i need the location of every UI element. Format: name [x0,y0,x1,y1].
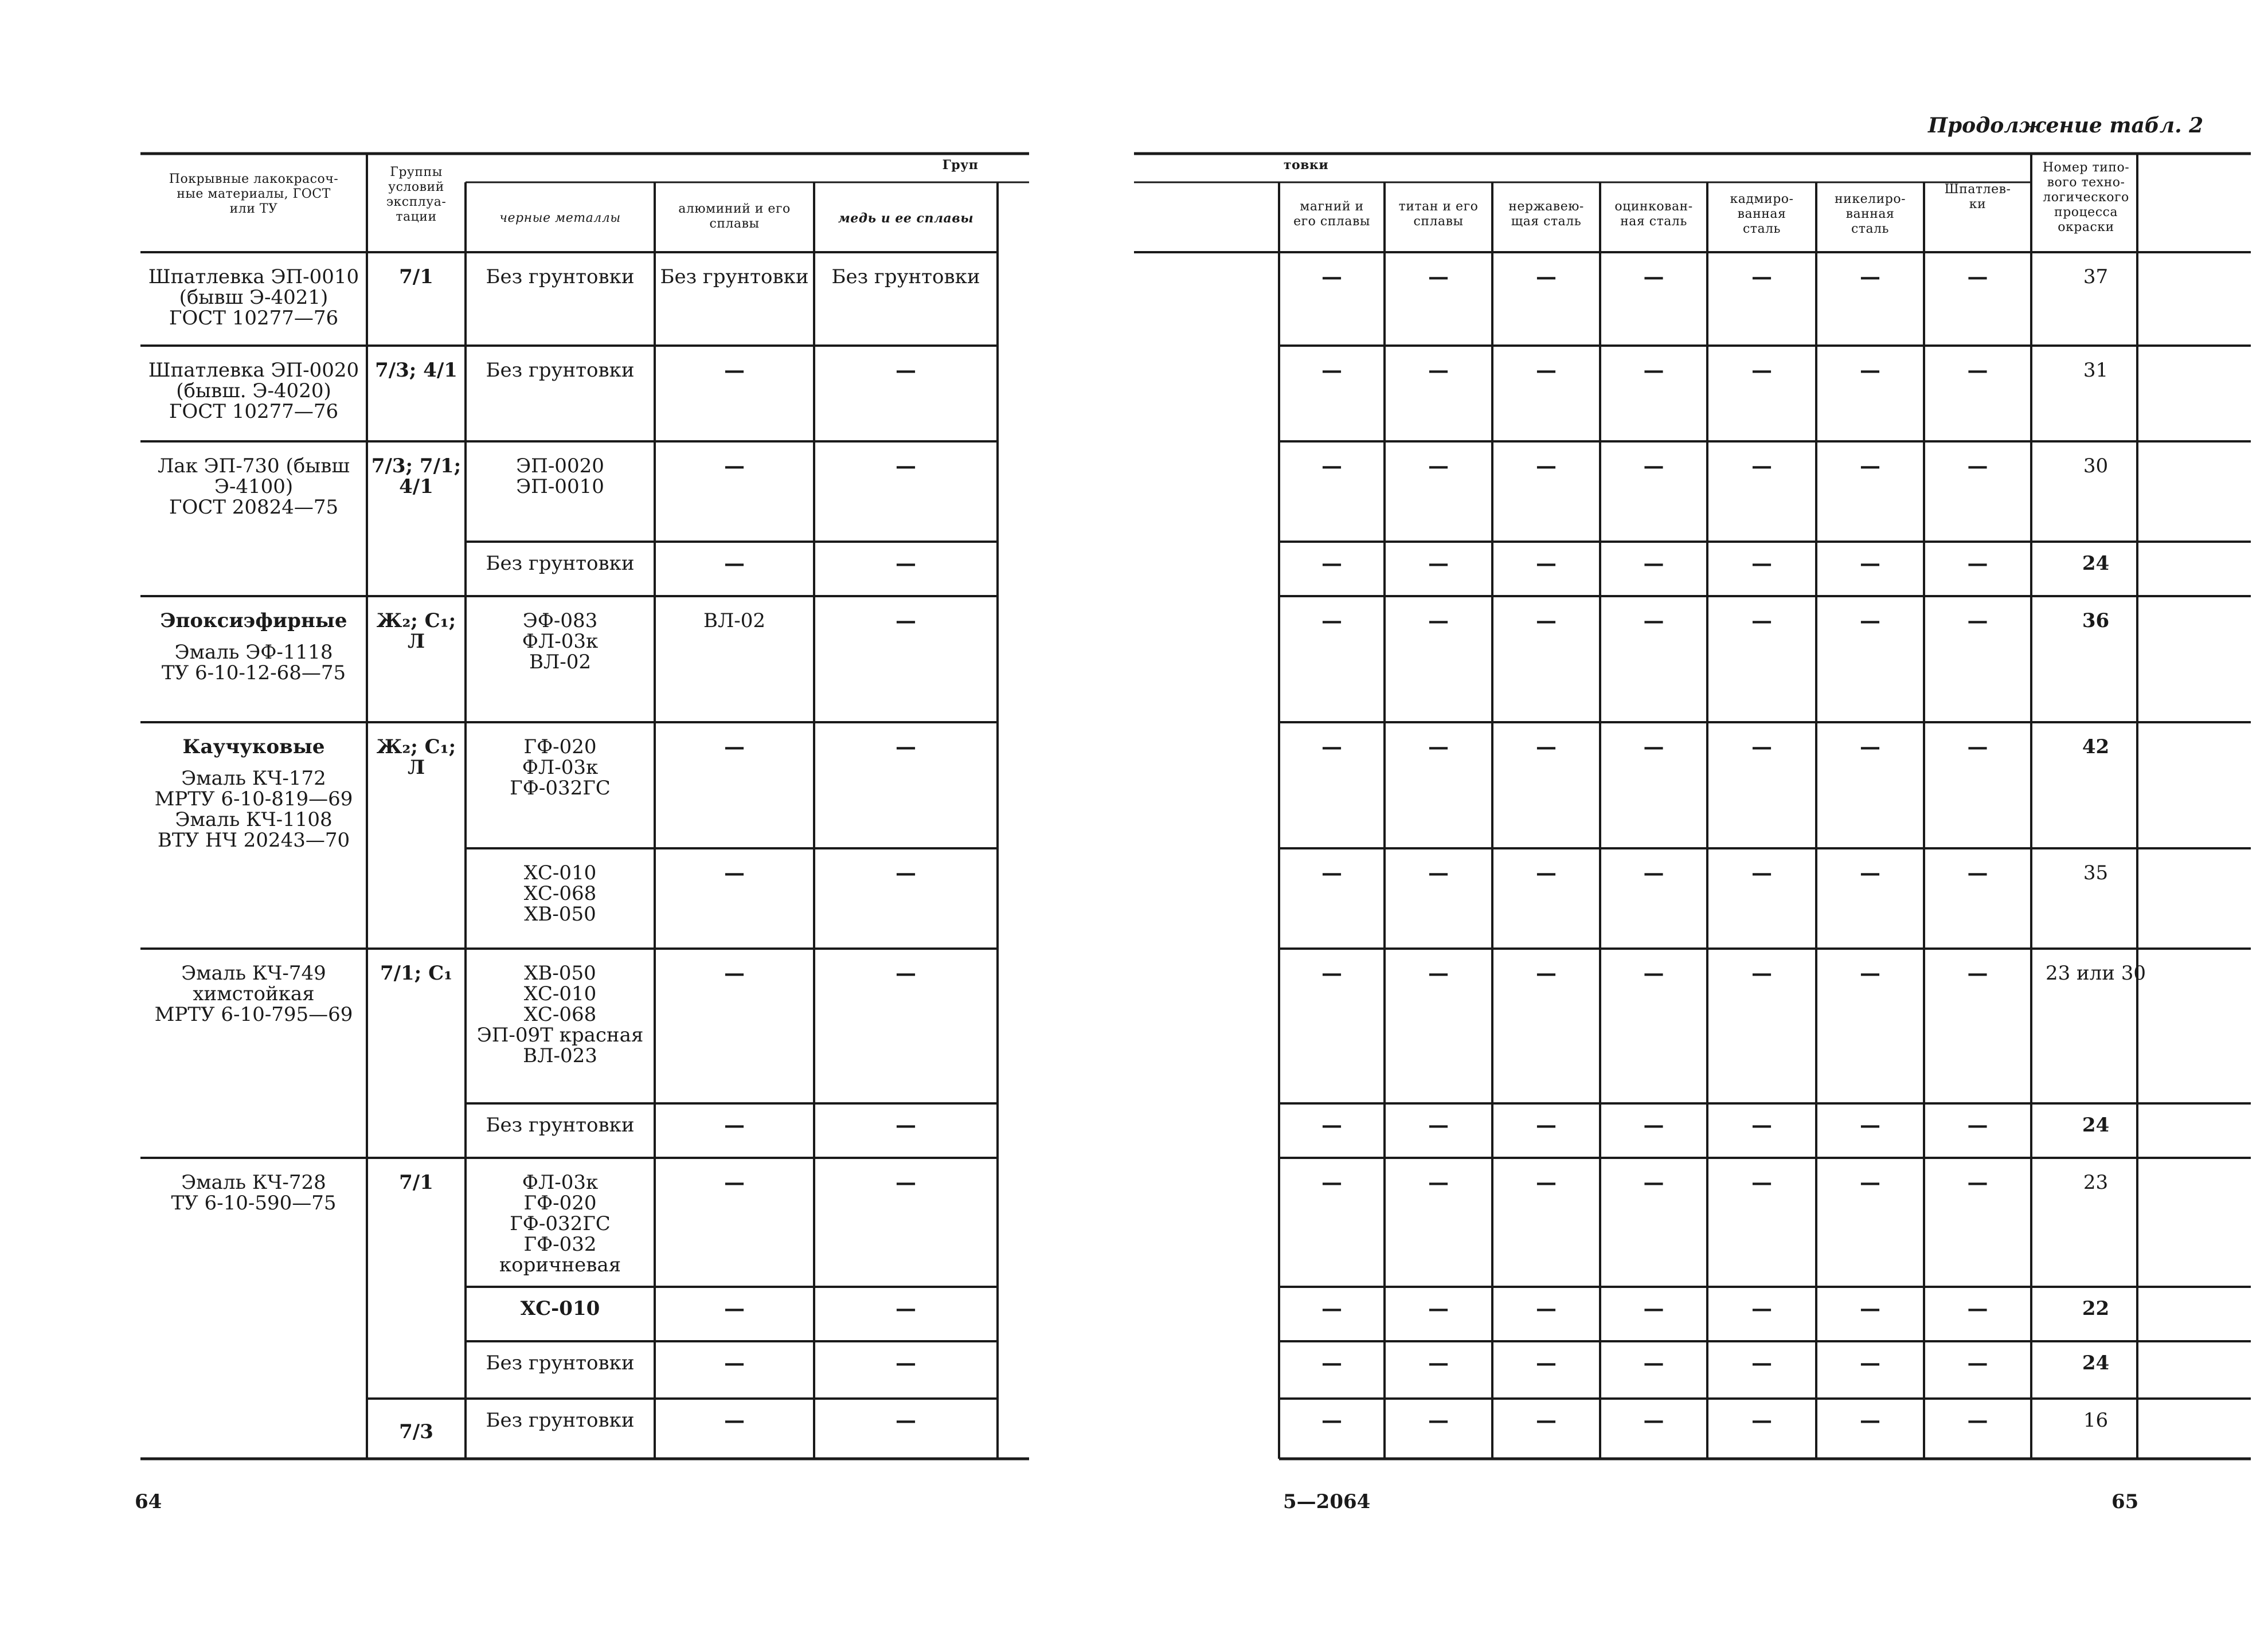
table-caption: Продолжение табл. 2 [1928,113,2204,138]
cell-aluminum: — [724,454,745,478]
cell-aluminum: — [724,1351,745,1375]
cell-dash: — [1751,265,1772,289]
cell-dash: — [1860,358,1880,382]
cell-copper: — [896,1170,916,1195]
cell-aluminum: — [724,1408,745,1432]
cell-ferrous: Без грунтовки [486,1409,635,1432]
cell-dash: — [1751,551,1772,575]
cell-aluminum: — [724,1113,745,1137]
cell-dash: — [1643,1297,1664,1321]
header-nickel: никелиро- ванная сталь [1835,192,1906,236]
cell-dash: — [1751,1297,1772,1321]
cell-dash: — [1321,961,1342,985]
cell-ferrous: ЭП-0020 ЭП-0010 [516,455,604,498]
cell-dash: — [1967,609,1988,633]
cell-dash: — [1536,1170,1557,1195]
cell-dash: — [1643,551,1664,575]
material-name: Шпатлевка ЭП-0020 (бывш. Э-4020) ГОСТ 10277—76 [148,359,359,423]
operating-group: 7/3 [399,1420,433,1443]
cell-dash: — [1751,609,1772,633]
cell-ferrous: ЭФ-083 ФЛ-03к ВЛ-02 [522,609,599,674]
cell-dash: — [1536,861,1557,885]
material-name: Лак ЭП-730 (бывш Э-4100) ГОСТ 20824—75 [157,455,350,519]
cell-dash: — [1967,551,1988,575]
cell-dash: — [1860,1351,1880,1375]
cell-dash: — [1428,358,1449,382]
cell-dash: — [1643,961,1664,985]
cell-aluminum: — [724,551,745,575]
cell-dash: — [1643,609,1664,633]
cell-dash: — [1536,609,1557,633]
header-titanium: титан и его сплавы [1398,199,1479,229]
material-name: Эмаль КЧ-728 ТУ 6-10-590—75 [171,1171,337,1215]
cell-dash: — [1536,1113,1557,1137]
cell-dash: — [1967,1297,1988,1321]
cell-dash: — [1428,609,1449,633]
cell-dash: — [1751,861,1772,885]
cell-dash: — [1428,1297,1449,1321]
cell-aluminum: Без грунтовки [660,265,809,288]
cell-aluminum: — [724,1297,745,1321]
cell-dash: — [1751,1113,1772,1137]
cell-copper: — [896,454,916,478]
cell-dash: — [1860,1113,1880,1137]
material-heading: Эпоксиэфирные [160,609,347,632]
cell-dash: — [1321,1351,1342,1375]
cell-process-number: 22 [2082,1297,2110,1320]
cell-dash: — [1428,861,1449,885]
page-number-right: 65 [2111,1490,2139,1513]
header-groups: Группы условий эксплуа- тации [386,165,447,224]
page-number-left: 64 [135,1490,162,1513]
cell-aluminum: — [724,861,745,885]
cell-dash: — [1428,1113,1449,1137]
cell-dash: — [1321,1170,1342,1195]
header-ferrous: черные металлы [499,211,621,225]
cell-dash: — [1967,265,1988,289]
cell-dash: — [1860,454,1880,478]
cell-process-number: 24 [2082,552,2110,575]
header-group-title: товки [1283,158,1329,173]
cell-dash: — [1967,358,1988,382]
cell-dash: — [1860,1170,1880,1195]
cell-dash: — [1860,551,1880,575]
cell-dash: — [1860,961,1880,985]
operating-group: 7/1 [399,1171,433,1194]
cell-dash: — [1321,358,1342,382]
header-process: Номер типо- вого техно- логического процесса окраски [2042,160,2130,234]
cell-copper: Без грунтовки [831,265,980,288]
right-table-grid [1134,0,2268,1625]
material-name: Эмаль ЭФ-1118 ТУ 6-10-12-68—75 [161,641,346,684]
cell-dash: — [1751,358,1772,382]
cell-dash: — [1967,454,1988,478]
material-heading: Каучуковые [182,735,325,758]
cell-ferrous: ФЛ-03к ГФ-020 ГФ-032ГС ГФ-032 коричневая [499,1171,621,1276]
cell-process-number: 16 [2083,1409,2109,1432]
cell-dash: — [1643,358,1664,382]
cell-dash: — [1751,1170,1772,1195]
cell-dash: — [1321,551,1342,575]
cell-aluminum: — [724,1170,745,1195]
cell-copper: — [896,1351,916,1375]
cell-dash: — [1536,1297,1557,1321]
cell-dash: — [1643,265,1664,289]
cell-dash: — [1536,1351,1557,1375]
header-cadmium: кадмиро- ванная сталь [1730,192,1794,236]
cell-dash: — [1536,735,1557,759]
cell-dash: — [1643,1408,1664,1432]
header-magnesium: магний и его сплавы [1293,199,1370,229]
cell-dash: — [1860,265,1880,289]
cell-dash: — [1536,1408,1557,1432]
cell-dash: — [1428,961,1449,985]
material-name: Шпатлевка ЭП-0010 (бывш Э-4021) ГОСТ 10277—76 [148,265,359,330]
cell-dash: — [1321,735,1342,759]
cell-copper: — [896,961,916,985]
cell-process-number: 24 [2082,1352,2110,1375]
cell-dash: — [1860,609,1880,633]
cell-dash: — [1860,861,1880,885]
cell-dash: — [1643,735,1664,759]
cell-ferrous: Без грунтовки [486,1352,635,1375]
cell-dash: — [1860,1297,1880,1321]
cell-process-number: 23 [2083,1171,2109,1194]
cell-dash: — [1751,454,1772,478]
cell-aluminum: ВЛ-02 [703,609,766,632]
cell-ferrous: ХС-010 ХС-068 ХВ-050 [523,862,597,926]
cell-dash: — [1643,454,1664,478]
cell-copper: — [896,1297,916,1321]
cell-dash: — [1536,265,1557,289]
header-copper: медь и ее сплавы [838,211,974,226]
cell-dash: — [1967,861,1988,885]
cell-copper: — [896,1408,916,1432]
cell-ferrous: ХС-010 [520,1297,600,1320]
material-name: Эмаль КЧ-749 химстойкая МРТУ 6-10-795—69 [154,962,353,1026]
cell-dash: — [1321,1113,1342,1137]
cell-aluminum: — [724,961,745,985]
cell-dash: — [1967,735,1988,759]
cell-dash: — [1536,551,1557,575]
cell-dash: — [1536,961,1557,985]
cell-dash: — [1428,551,1449,575]
header-stainless: нержавею- щая сталь [1508,199,1584,229]
cell-aluminum: — [724,735,745,759]
cell-dash: — [1428,1351,1449,1375]
cell-dash: — [1967,1408,1988,1432]
cell-process-number: 30 [2083,455,2109,477]
cell-ferrous: ХВ-050 ХС-010 ХС-068 ЭП-09Т красная ВЛ-023 [476,962,644,1067]
cell-dash: — [1321,454,1342,478]
operating-group: Ж₂; С₁; Л [376,609,456,653]
operating-group: 7/1; С₁ [380,962,453,985]
cell-dash: — [1751,961,1772,985]
cell-ferrous: ГФ-020 ФЛ-03к ГФ-032ГС [510,735,611,800]
cell-dash: — [1751,1351,1772,1375]
cell-dash: — [1321,609,1342,633]
cell-dash: — [1536,358,1557,382]
cell-dash: — [1860,735,1880,759]
cell-process-number: 37 [2083,265,2109,288]
cell-dash: — [1643,1113,1664,1137]
cell-ferrous: Без грунтовки [486,265,635,288]
material-name: Эмаль КЧ-172 МРТУ 6-10-819—69 Эмаль КЧ-1108 ВТУ НЧ 20243—70 [154,767,353,852]
cell-process-number: 35 [2083,862,2109,884]
cell-process-number: 31 [2083,359,2109,382]
cell-dash: — [1428,735,1449,759]
cell-ferrous: Без грунтовки [486,552,635,575]
cell-dash: — [1967,961,1988,985]
cell-dash: — [1860,1408,1880,1432]
operating-group: 7/3; 4/1 [375,359,457,382]
cell-dash: — [1321,1408,1342,1432]
right-page [1134,0,2268,1625]
cell-dash: — [1321,1297,1342,1321]
operating-group: 7/3; 7/1; 4/1 [371,455,462,498]
cell-dash: — [1643,861,1664,885]
cell-dash: — [1428,454,1449,478]
cell-aluminum: — [724,358,745,382]
cell-dash: — [1751,735,1772,759]
header-galvanized: оцинкован- ная сталь [1614,199,1693,229]
cell-dash: — [1321,265,1342,289]
cell-dash: — [1428,1408,1449,1432]
cell-dash: — [1643,1351,1664,1375]
cell-copper: — [896,609,916,633]
cell-copper: — [896,861,916,885]
cell-ferrous: Без грунтовки [486,359,635,382]
operating-group: 7/1 [399,265,433,288]
cell-ferrous: Без грунтовки [486,1114,635,1137]
cell-process-number: 36 [2082,609,2110,632]
cell-process-number: 24 [2082,1114,2110,1137]
header-putty: Шпатлев- ки [1944,182,2011,212]
cell-process-number: 23 или 30 [2045,962,2146,985]
cell-copper: — [896,735,916,759]
cell-dash: — [1967,1170,1988,1195]
header-materials: Покрывные лакокрасоч- ные материалы, ГОСТ или ТУ [169,172,339,216]
cell-copper: — [896,1113,916,1137]
cell-process-number: 42 [2082,735,2110,758]
cell-dash: — [1321,861,1342,885]
cell-copper: — [896,551,916,575]
cell-dash: — [1967,1113,1988,1137]
cell-dash: — [1643,1170,1664,1195]
cell-dash: — [1536,454,1557,478]
cell-copper: — [896,358,916,382]
cell-dash: — [1751,1408,1772,1432]
signature-mark: 5—2064 [1283,1490,1371,1513]
header-aluminum: алюминий и его сплавы [678,202,791,231]
cell-dash: — [1428,265,1449,289]
operating-group: Ж₂; С₁; Л [376,735,456,779]
cell-dash: — [1428,1170,1449,1195]
cell-dash: — [1967,1351,1988,1375]
header-group-title: Груп [942,158,979,173]
